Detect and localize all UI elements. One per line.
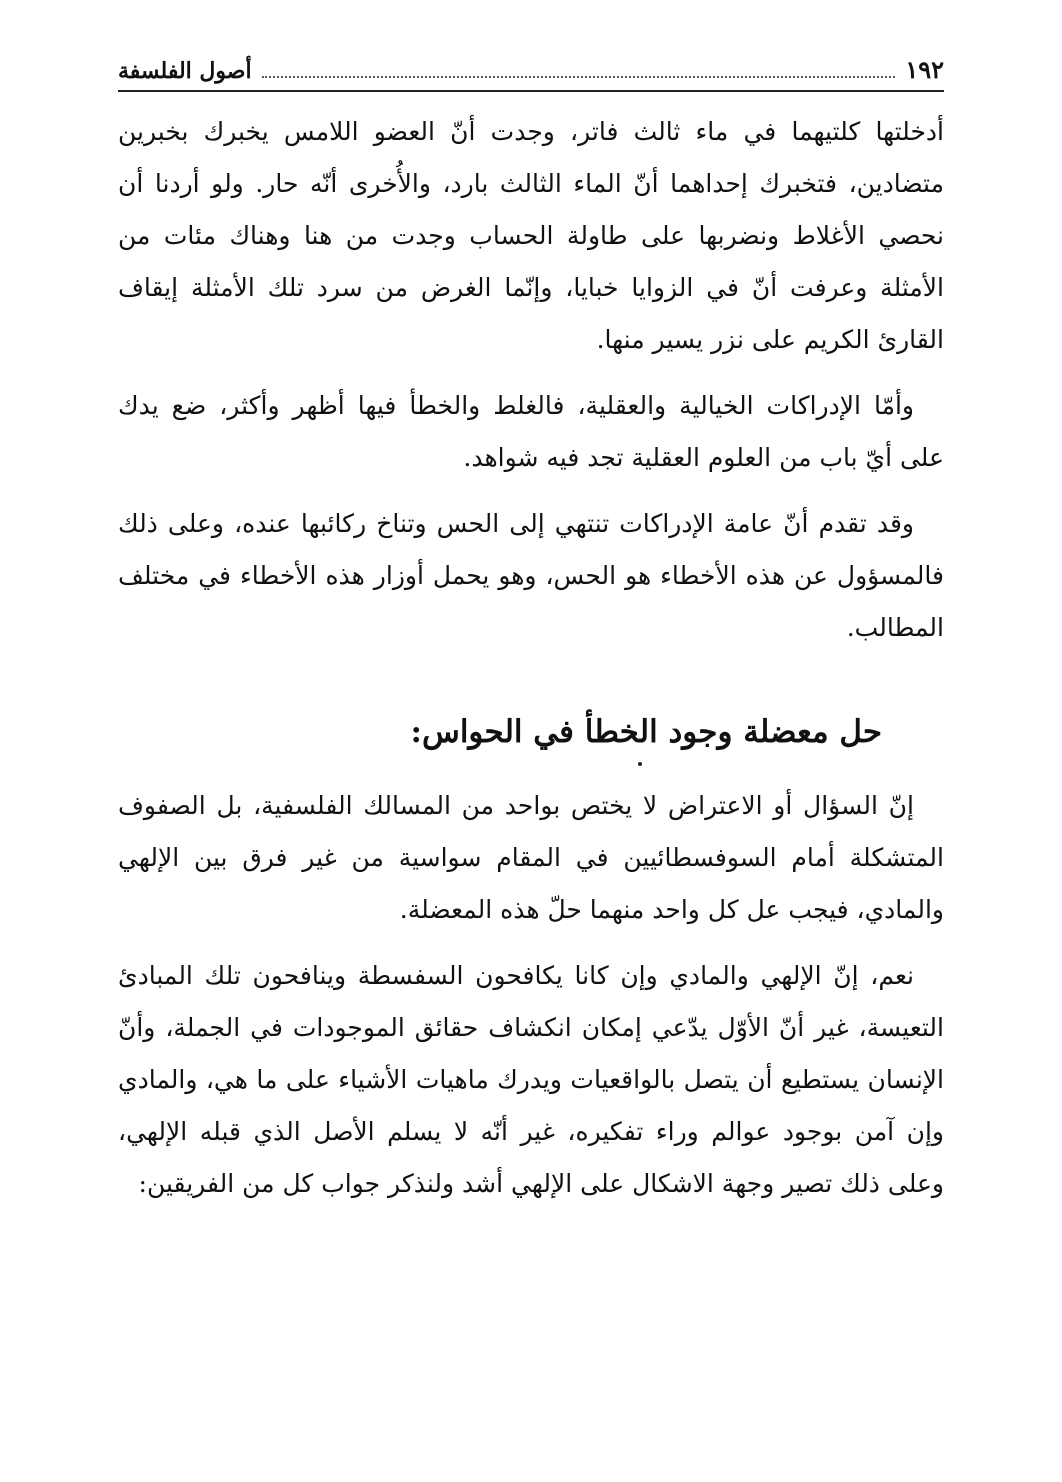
paragraph: نعم، إنّ الإلهي والمادي وإن كانا يكافحون السفسطة وينافحون تلك المبادئ التعيسة، غير أنّ الأوّل يدّعي إمكان انكشاف حقائق الموجودات في الجملة، وأنّ الإنسان يستطيع أن يتصل بالواقعيات ويدرك ماهيات الأشياء على ما هي، والمادي وإن آمن بوجود عوالم وراء تفكيره، غير أنّه لا يسلم الأصل الذي قبله الإلهي، وعلى ذلك تصير وجهة الاشكال على الإلهي أشد ولنذكر جواب كل من الفريقين: <box>118 961 944 1198</box>
stray-dot <box>118 758 944 780</box>
running-header <box>118 40 944 92</box>
section-heading: حل معضلة وجود الخطأ في الحواس: <box>410 714 882 750</box>
paragraph: وقد تقدم أنّ عامة الإدراكات تنتهي إلى الحس وتناخ ركائبها عنده، وعلى ذلك فالمسؤول عن هذه الأخطاء هو الحس، وهو يحمل أوزار هذه الأخطاء في مختلف المطالب. <box>118 509 944 642</box>
paragraph: وأمّا الإدراكات الخيالية والعقلية، فالغلط والخطأ فيها أظهر وأكثر، ضع يدك على أيّ باب من العلوم العقلية تجد فيه شواهد. <box>118 391 944 472</box>
book-title: أصول الفلسفة <box>118 58 252 84</box>
book-page <box>118 40 944 1440</box>
page-number: ١٩٢ <box>905 55 944 84</box>
paragraph: أدخلتها كلتيهما في ماء ثالث فاتر، وجدت أنّ العضو اللامس يخبرك بخبرين متضادين، فتخبرك إحداهما أنّ الماء الثالث بارد، والأُخرى أنّه حار. ولو أردنا أن نحصي الأغلاط ونضربها على طاولة الحساب وجدت من هنا وهناك مئات من الأمثلة وعرفت أنّ في الزوايا خبايا، وإنّما الغرض من سرد تلك الأمثلة إيقاف القارئ الكريم على نزر يسير منها. <box>118 117 944 354</box>
header-leader-dots <box>262 76 896 78</box>
paragraph: إنّ السؤال أو الاعتراض لا يختص بواحد من المسالك الفلسفية، بل الصفوف المتشكلة أمام السوفسطائيين في المقام سواسية من غير فرق بين الإلهي والمادي، فيجب عل كل واحد منهما حلّ هذه المعضلة. <box>118 791 944 924</box>
page-content <box>118 106 944 1210</box>
